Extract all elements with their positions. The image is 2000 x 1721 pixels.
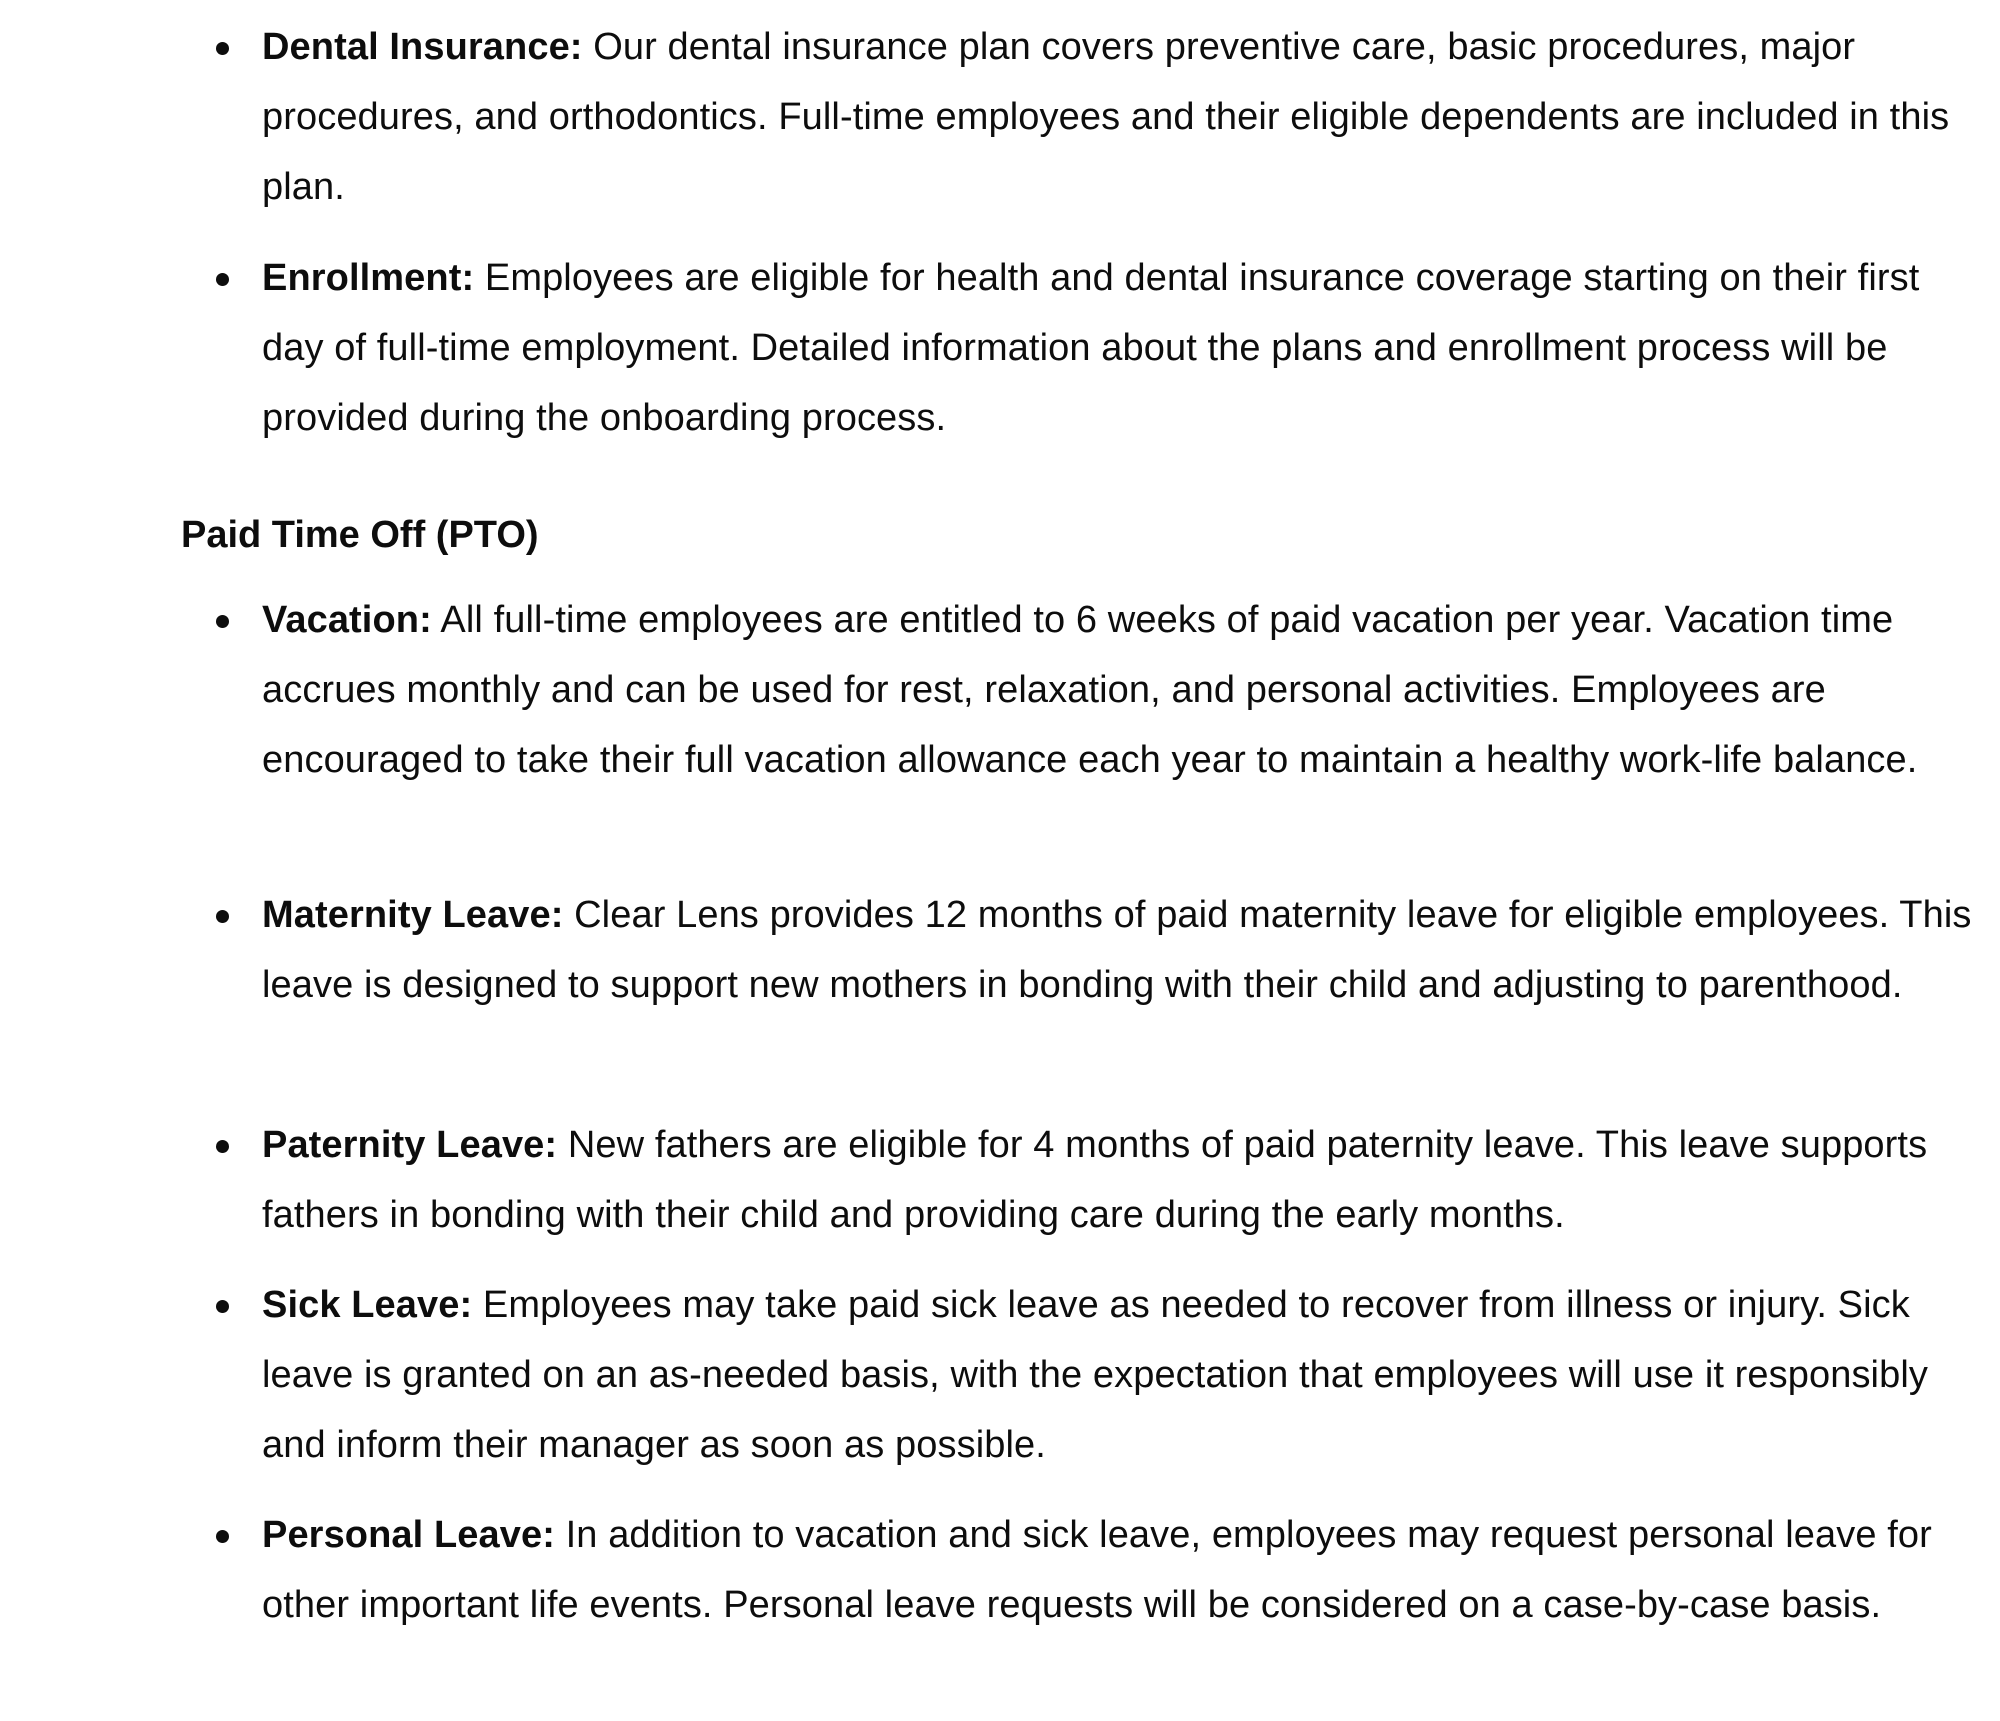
- list-item-dental-insurance: [262, 12, 1984, 222]
- item-description: Employees may take paid sick leave as needed to recover from illness or injury. Sick leave is granted on an as-needed basis, with the expectation that employees will use it responsibly and inform their manager as soon as possible.: [262, 1284, 1928, 1466]
- list-item-vacation: [262, 585, 1984, 795]
- list-item-maternity-leave: [262, 880, 1984, 1020]
- item-term: Maternity Leave:: [262, 894, 564, 936]
- bullet-icon: [216, 273, 229, 286]
- item-description: All full-time employees are entitled to 6 weeks of paid vacation per year. Vacation time accrues monthly and can be used for rest, relaxation, and personal activities. Employees are encouraged to take their full vacation allowance each year to maintain a healthy work-life balance.: [262, 599, 1918, 781]
- bullet-icon: [216, 42, 229, 55]
- item-description: In addition to vacation and sick leave, employees may request personal leave for other important life events. Personal leave requests will be considered on a case-by-case basis.: [262, 1514, 1932, 1626]
- item-description: Our dental insurance plan covers preventive care, basic procedures, major procedures, and orthodontics. Full-time employees and their eligible dependents are included in this plan.: [262, 26, 1950, 208]
- list-item-personal-leave: [262, 1500, 1984, 1640]
- bullet-icon: [216, 615, 229, 628]
- item-term: Personal Leave:: [262, 1514, 555, 1556]
- item-description: New fathers are eligible for 4 months of paid paternity leave. This leave supports fathers in bonding with their child and providing care during the early months.: [262, 1124, 1928, 1236]
- item-description: Clear Lens provides 12 months of paid maternity leave for eligible employees. This leave is designed to support new mothers in bonding with their child and adjusting to parenthood.: [262, 894, 1972, 1006]
- bullet-icon: [216, 1530, 229, 1543]
- item-term: Dental Insurance:: [262, 26, 583, 68]
- item-description: Employees are eligible for health and dental insurance coverage starting on their first day of full-time employment. Detailed information about the plans and enrollment process will be provided during the onboarding process.: [262, 257, 1920, 439]
- bullet-icon: [216, 1300, 229, 1313]
- item-term: Vacation:: [262, 599, 432, 641]
- list-item-enrollment: [262, 243, 1984, 453]
- item-term: Sick Leave:: [262, 1284, 473, 1326]
- bullet-icon: [216, 910, 229, 923]
- list-item-paternity-leave: [262, 1110, 1984, 1250]
- item-term: Enrollment:: [262, 257, 475, 299]
- item-term: Paternity Leave:: [262, 1124, 558, 1166]
- section-heading-pto: Paid Time Off (PTO): [181, 514, 539, 556]
- bullet-icon: [216, 1140, 229, 1153]
- list-item-sick-leave: [262, 1270, 1984, 1480]
